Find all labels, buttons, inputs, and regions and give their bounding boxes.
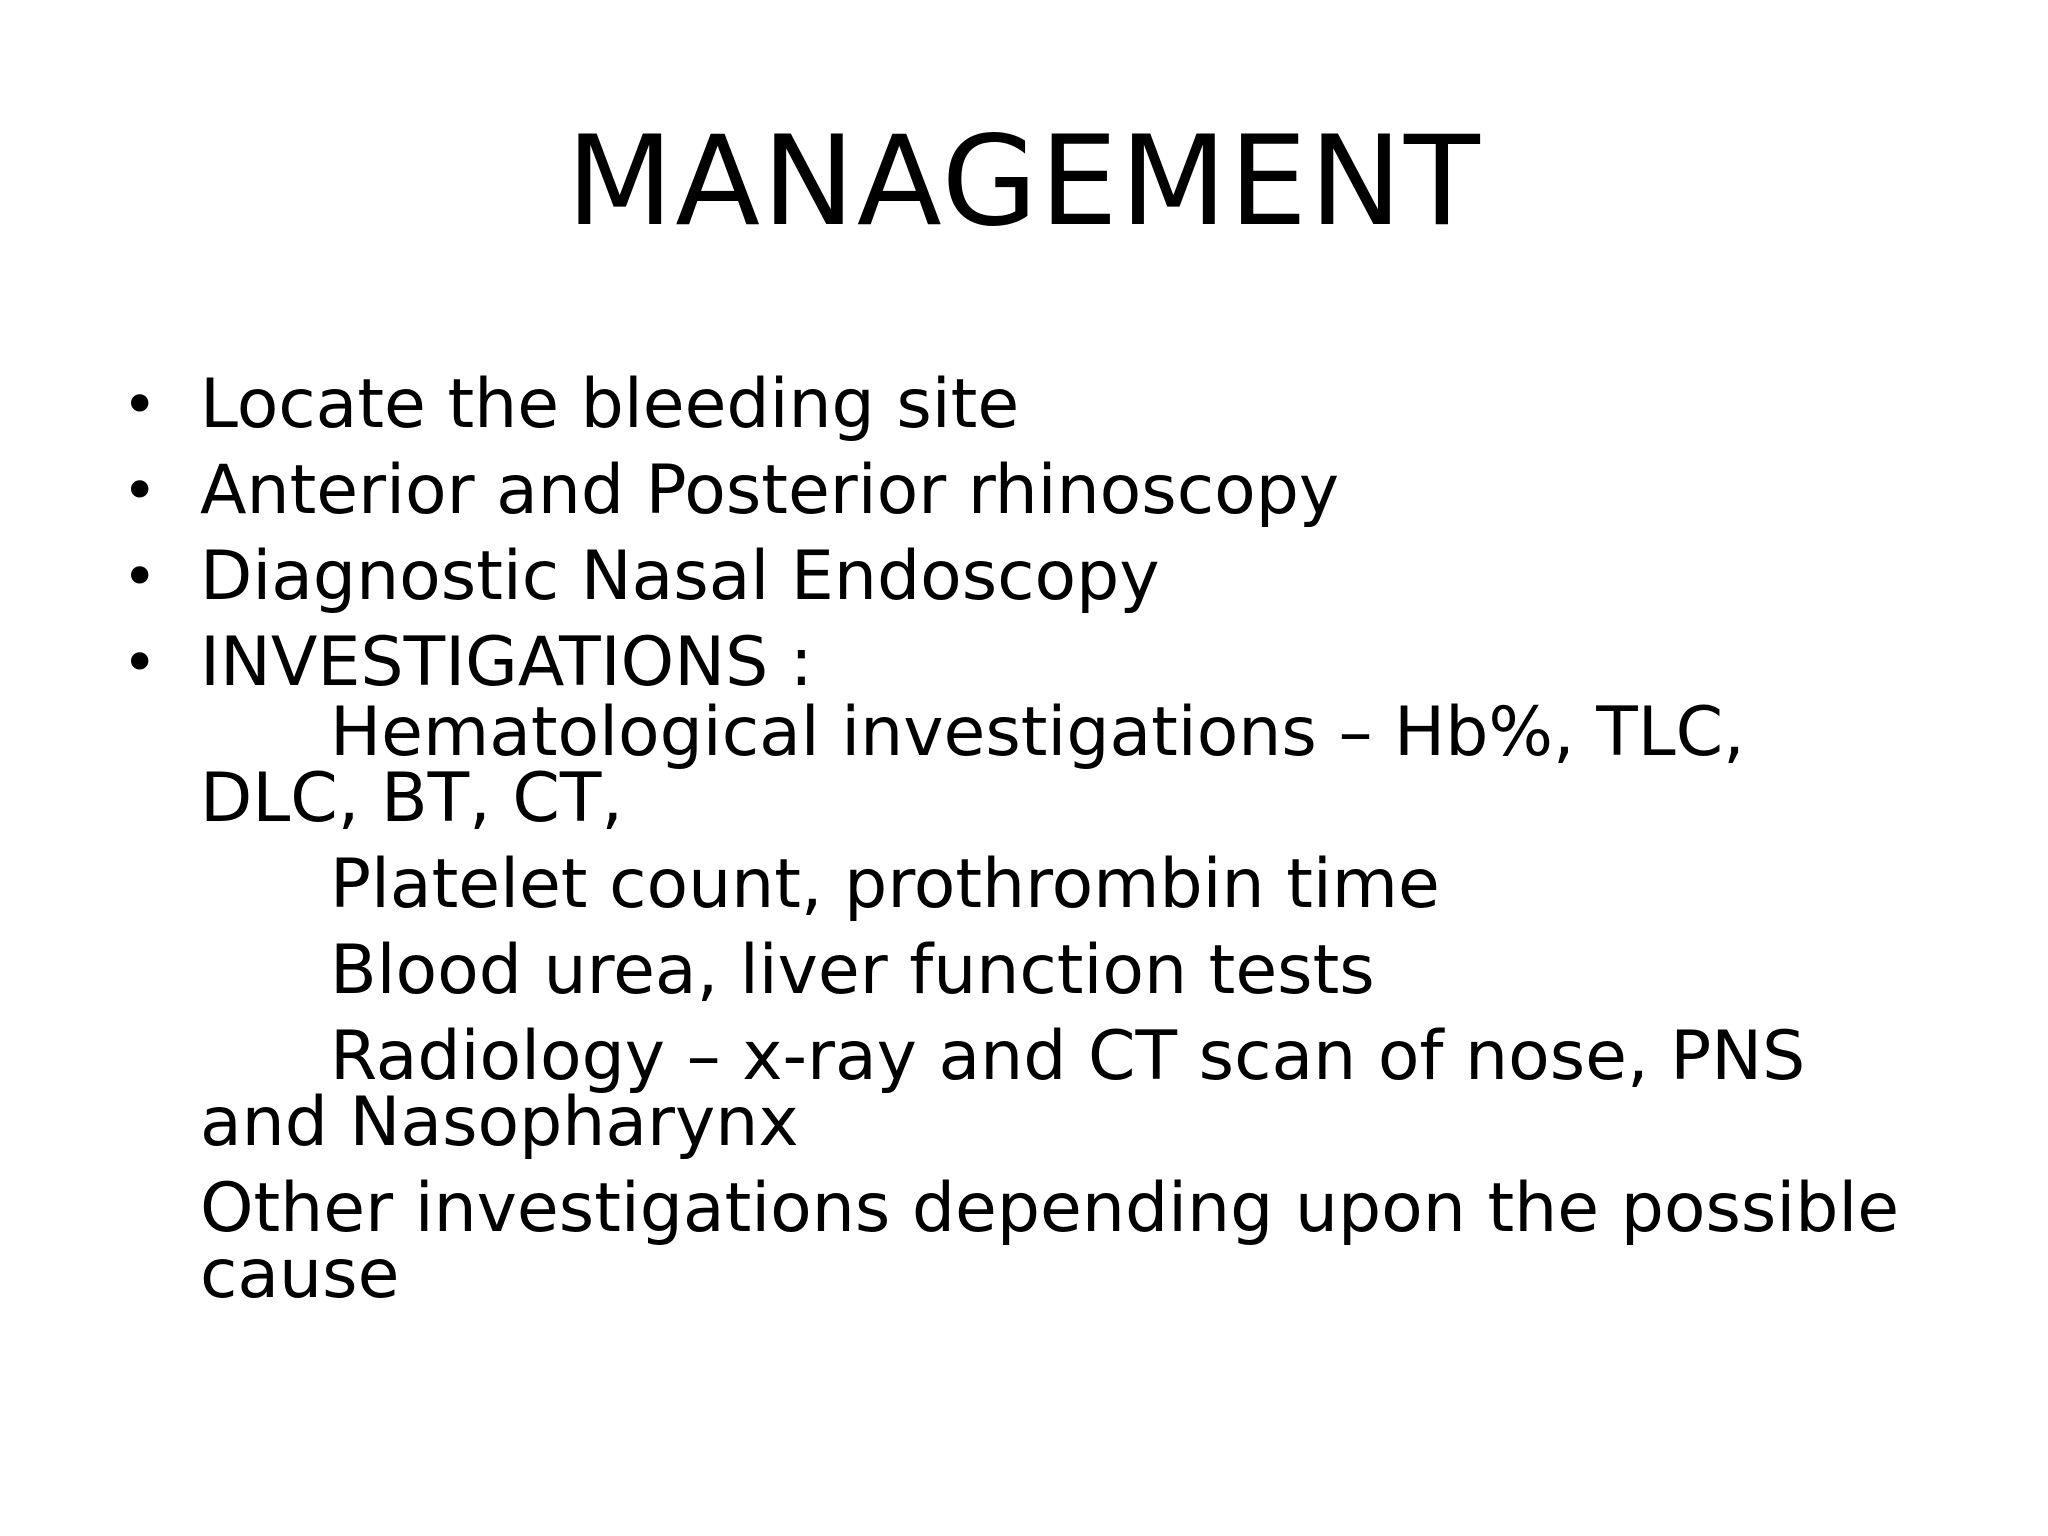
bullet-list	[122, 362, 1920, 706]
bullet-dot-icon: •	[122, 370, 158, 440]
slide-title: MANAGEMENT	[566, 110, 1482, 254]
bullet-dot-icon: •	[122, 628, 158, 698]
bullet-item	[122, 448, 1920, 534]
bullet-text: Diagnostic Nasal Endoscopy	[200, 537, 1160, 616]
bullet-dot-icon: •	[122, 456, 158, 526]
bullet-text: Locate the bleeding site	[200, 365, 1020, 444]
investigations-block	[200, 693, 1920, 1328]
bullet-dot-icon: •	[122, 542, 158, 612]
other-investigations: Other investigations depending upon the possible cause	[200, 1169, 1900, 1314]
bullet-item	[122, 362, 1920, 448]
investigation-item: Hematological investigations – Hb%, TLC, DLC, BT, CT,	[200, 693, 1745, 838]
investigation-item: Platelet count, prothrombin time	[330, 845, 1440, 924]
bullet-item	[122, 534, 1920, 620]
bullet-text: INVESTIGATIONS :	[200, 623, 813, 702]
investigation-item: Radiology – x-ray and CT scan of nose, PNS and Nasopharynx	[200, 1017, 1806, 1162]
investigation-item: Blood urea, liver function tests	[330, 931, 1375, 1010]
bullet-text: Anterior and Posterior rhinoscopy	[200, 451, 1340, 530]
